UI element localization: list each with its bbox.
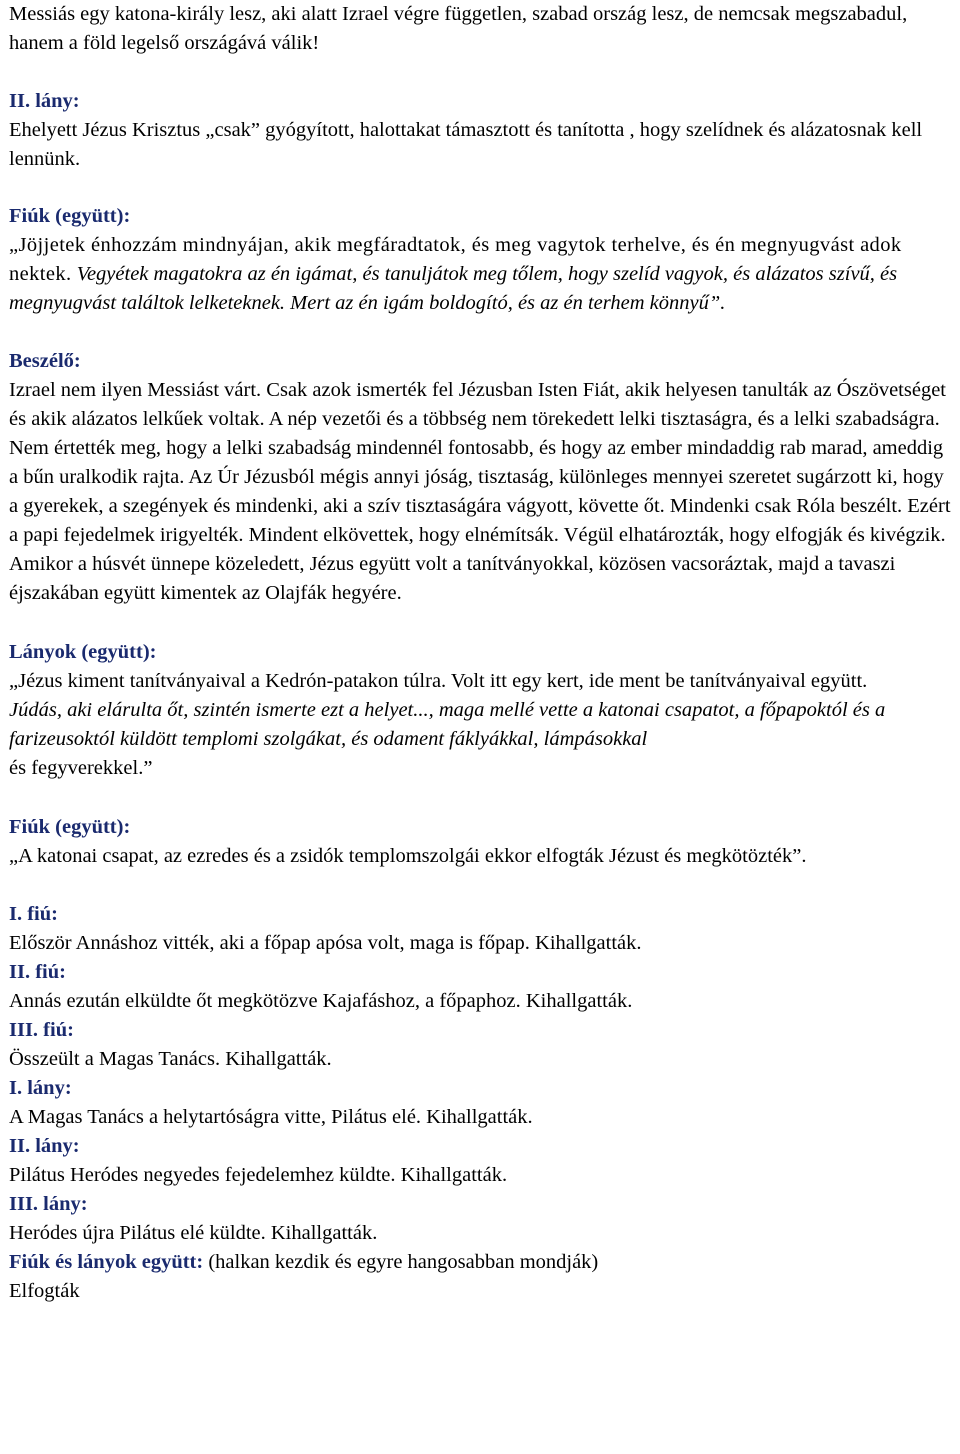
speaker-label: Beszélő: (9, 350, 81, 372)
quote-paragraph (9, 231, 954, 318)
speaker-label: Lányok (együtt): (9, 641, 157, 663)
speaker-label: II. lány: (9, 1135, 80, 1157)
quote-italic: Vegyétek magatokra az én igámat, és tanuljátok meg tőlem, hogy szelíd vagyok, és alázatos szívű, és megnyugvást találtok lelketeknek. Mert az én igám boldogító, és az én terhem könnyű”. (9, 263, 898, 314)
quote-upright: „Jézus kiment tanítványaival a Kedrón-patakon túlra. Volt itt egy kert, ide ment be tanítványaival együtt. (9, 670, 868, 692)
dialogue-text: A Magas Tanács a helytartóságra vitte, Pilátus elé. Kihallgatták. (9, 1106, 533, 1128)
quote-italic: Júdás, aki elárulta őt, szintén ismerte ezt a helyet..., maga mellé vette a katonai csapatot, a főpapoktól és a farizeusoktól küldött templomi szolgákat, és odament fáklyákkal, lámpásokkal (9, 699, 886, 750)
speaker-label: II. lány: (9, 90, 80, 112)
dialogue-text: Összeült a Magas Tanács. Kihallgatták. (9, 1048, 332, 1070)
intro-paragraph: Messiás egy katona-király lesz, aki alatt Izrael végre független, szabad ország lesz, de nemcsak megszabadul, hanem a föld legelső országává válik! (9, 3, 908, 54)
quote-upright: „Jöjjetek énhozzám mindnyájan, akik megfáradtatok, és meg vagytok terhelve, és én megnyugvást adok nektek. (9, 234, 902, 285)
speech-text: Ehelyett Jézus Krisztus „csak” gyógyított, halottakat támasztott és tanította , hogy szelídnek és alázatosnak kell lennünk. (9, 119, 923, 170)
final-speaker-line (9, 1248, 954, 1277)
dialogue-text: Először Annáshoz vitték, aki a főpap apósa volt, maga is főpap. Kihallgatták. (9, 932, 642, 954)
speaker-label: Fiúk (együtt): (9, 816, 131, 838)
speaker-label: II. fiú: (9, 961, 66, 983)
speaker-label: I. lány: (9, 1077, 72, 1099)
dialogue-lines (9, 900, 954, 1248)
document-page (9, 0, 954, 1306)
speaker-label: I. fiú: (9, 903, 58, 925)
dialogue-text: Pilátus Heródes negyedes fejedelemhez küldte. Kihallgatták. (9, 1164, 508, 1186)
narration-paragraph: Amikor a húsvét ünnepe közeledett, Jézus együtt volt a tanítványokkal, közösen vacsoráztak, majd a tavaszi éjszakában együtt kimentek az Olajfák hegyére. (9, 553, 896, 604)
quote-end: és fegyverekkel.” (9, 757, 153, 779)
narration-paragraph: Izrael nem ilyen Messiást várt. Csak azok ismerték fel Jézusban Isten Fiát, akik helyesen tanulták az Ószövetséget és akik alázatos lelkűek voltak. A nép vezetői és a többség nem törekedett lelki tisztaságra, és a lelki szabadságra. Nem értették meg, hogy a lelki szabadság mindennél fontosabb, és hogy az ember mindaddig rab marad, ameddig a bűn uralkodik rajta. Az Úr Jézusból mégis annyi jóság, tisztaság, különleges mennyei szeretet sugárzott ki, hogy a gyerekek, a szegények és mindenki, aki a szív tisztaságára vágyott, követte őt. Mindenki csak Róla beszélt. Ezért a papi fejedelmek irigyelték. Mindent elkövettek, hogy elnémítsák. Végül elhatározták, hogy elfogják és kivégzik. (9, 379, 951, 546)
final-text: Elfogták (9, 1280, 80, 1302)
speaker-label: Fiúk és lányok együtt: (9, 1251, 204, 1273)
dialogue-text: Annás ezután elküldte őt megkötözve Kajafáshoz, a főpaphoz. Kihallgatták. (9, 990, 633, 1012)
quote-paragraph: „A katonai csapat, az ezredes és a zsidók templomszolgái ekkor elfogták Jézust és megkötözték”. (9, 845, 807, 867)
speaker-label: III. fiú: (9, 1019, 74, 1041)
stage-direction: (halkan kezdik és egyre hangosabban mondják) (208, 1251, 599, 1273)
speaker-label: Fiúk (együtt): (9, 205, 131, 227)
dialogue-text: Heródes újra Pilátus elé küldte. Kihallgatták. (9, 1222, 378, 1244)
speaker-label: III. lány: (9, 1193, 88, 1215)
